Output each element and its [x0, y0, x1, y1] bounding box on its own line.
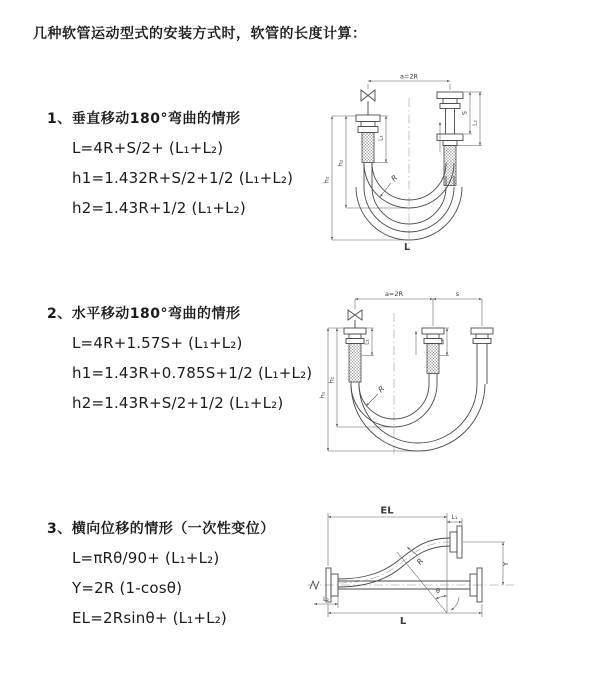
dim-label-h1: h₁ [318, 391, 327, 399]
section-2-heading: 2、水平移动180°弯曲的情形 [47, 306, 241, 322]
hose-displaced-curve [338, 538, 450, 587]
dim-label-h2: h₂ [336, 159, 345, 167]
section-3-heading: 3、横向位移的情形（一次性变位） [47, 521, 275, 537]
radius-label: R [376, 384, 387, 395]
diagram-2-svg [315, 285, 515, 465]
dim-label-l1: L₁ [451, 514, 458, 521]
formula-line: h1=1.43R+0.785S+1/2 (L₁+L₂) [72, 364, 313, 382]
diagram-vertical-180-bend [310, 68, 510, 256]
right-pipe-fitting [437, 92, 463, 146]
left-pipe-fitting [356, 115, 380, 133]
formula-line: Y=2R (1-cosθ) [72, 579, 183, 597]
dimension-lines [332, 81, 482, 240]
radius-label: R [414, 556, 426, 567]
radius-label: R [389, 173, 400, 184]
diagram-1-svg [310, 68, 510, 256]
page-title: 几种软管运动型式的安装方式时，软管的长度计算： [33, 26, 367, 42]
length-label: L [403, 242, 411, 253]
right-upper-flange [450, 526, 462, 558]
valve-icon [361, 90, 375, 115]
section-1-heading: 1、垂直移动180°弯曲的情形 [47, 111, 241, 127]
formula-line: h1=1.432R+S/2+1/2 (L₁+L₂) [72, 169, 294, 187]
pipe-break-mark [310, 581, 319, 589]
formula-line: L=4R+S/2+ (L₁+L₂) [72, 139, 224, 157]
length-label: L [399, 616, 407, 627]
dim-label-l1: L₁ [377, 135, 385, 141]
angle-label: θ [436, 587, 440, 595]
dim-label-h1: h₁ [322, 176, 331, 184]
formula-line: h2=1.43R+1/2 (L₁+L₂) [72, 199, 246, 217]
formula-line: L=πRθ/90+ (L₁+L₂) [72, 549, 220, 567]
diagram-3-svg [300, 500, 520, 655]
diagram-lateral-displacement [300, 500, 520, 655]
dim-label-span: a=2R [384, 290, 404, 298]
dimension-lines [314, 513, 505, 617]
diagram-horizontal-180-bend [315, 285, 515, 465]
dim-label-shift: s [455, 290, 460, 298]
valve-icon [348, 310, 362, 328]
dim-label-l2: L₂ [323, 596, 329, 603]
left-braided-section [362, 133, 374, 163]
dim-label-l2: L₂ [438, 339, 446, 345]
dim-label-span: a=2R [399, 72, 419, 81]
dim-label-l1: L₁ [363, 339, 371, 345]
middle-braided-section [427, 344, 439, 374]
right-pipe-fitting [471, 328, 493, 384]
dim-label-el: EL [380, 505, 394, 517]
formula-line: L=4R+1.57S+ (L₁+L₂) [72, 334, 243, 352]
angle-construction [397, 513, 459, 613]
dim-label-l2: L₂ [471, 120, 479, 126]
formula-line: h2=1.43R+S/2+1/2 (L₁+L₂) [72, 394, 284, 412]
formula-line: EL=2Rsinθ+ (L₁+L₂) [72, 609, 227, 627]
hose-bend-curves [351, 374, 485, 452]
dim-label-y: Y [502, 561, 510, 567]
dim-label-h2: h₂ [327, 376, 336, 384]
left-braided-section [349, 344, 361, 383]
dim-label-stroke: S [460, 110, 469, 116]
